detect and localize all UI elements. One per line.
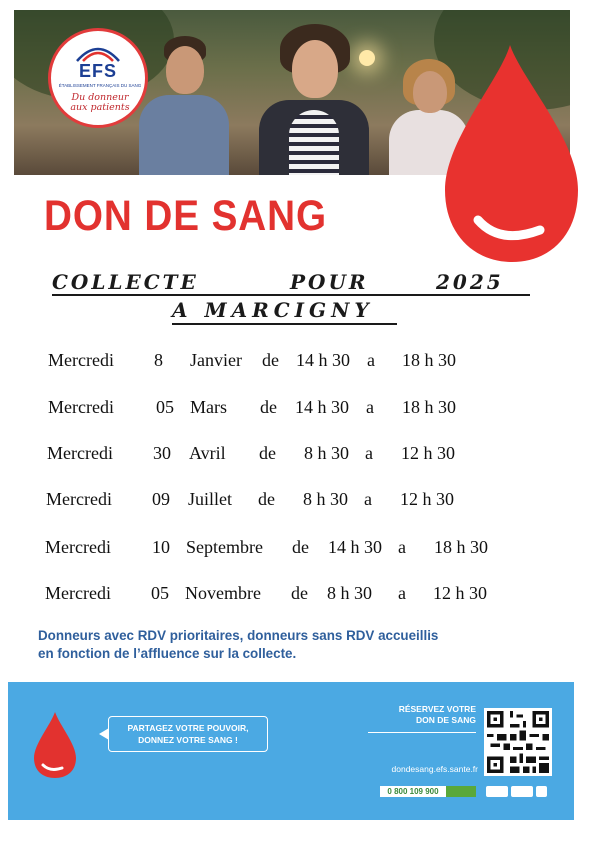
row-day: Mercredi: [47, 443, 113, 463]
notice-line-1: Donneurs avec RDV prioritaires, donneurs sans RDV accueillis: [38, 628, 439, 643]
efs-logo: [48, 28, 148, 128]
row-from: de: [260, 397, 277, 417]
row-start: 8 h 30: [304, 443, 349, 463]
row-to: a: [364, 489, 372, 509]
slogan-bubble: [108, 716, 268, 752]
row-day: Mercredi: [48, 350, 114, 370]
row-end: 18 h 30: [402, 350, 456, 370]
row-date: 05: [151, 583, 169, 603]
collecte-word-1: COLLECTE: [52, 270, 199, 294]
row-start: 14 h 30: [296, 350, 350, 370]
page-title: DON DE SANG: [44, 192, 327, 240]
reserve-text: [386, 704, 476, 726]
row-date: 09: [152, 489, 170, 509]
efs-arcs-icon: [73, 41, 123, 63]
footer-band: [8, 682, 574, 820]
row-from: de: [292, 537, 309, 557]
collecte-place: A MARCIGNY: [172, 298, 397, 325]
row-month: Novembre: [185, 583, 261, 603]
row-date: 30: [153, 443, 171, 463]
row-month: Mars: [190, 397, 227, 417]
row-end: 12 h 30: [400, 489, 454, 509]
bubble-line-2: DONNEZ VOTRE SANG !: [138, 735, 238, 745]
row-date: 8: [154, 350, 163, 370]
row-to: a: [367, 350, 375, 370]
row-start: 8 h 30: [327, 583, 372, 603]
notice-line-2: en fonction de l’affluence sur la collecte.: [38, 646, 297, 661]
row-day: Mercredi: [45, 537, 111, 557]
row-to: a: [365, 443, 373, 463]
row-date: 10: [152, 537, 170, 557]
rdv-notice: [38, 627, 548, 663]
qr-code[interactable]: [484, 708, 552, 776]
bubble-line-1: PARTAGEZ VOTRE POUVOIR,: [127, 723, 249, 733]
app-store-icon[interactable]: [486, 786, 508, 797]
row-month: Juillet: [188, 489, 232, 509]
reserve-line-2: DON DE SANG: [416, 715, 476, 725]
row-day: Mercredi: [45, 583, 111, 603]
logo-acronym: EFS: [78, 61, 117, 81]
row-end: 12 h 30: [433, 583, 487, 603]
row-from: de: [291, 583, 308, 603]
blood-drop-icon: [32, 710, 78, 780]
collecte-heading: [52, 270, 530, 296]
row-month: Avril: [189, 443, 226, 463]
logo-full-name: ÉTABLISSEMENT FRANÇAIS DU SANG: [58, 83, 142, 88]
collecte-word-3: 2025: [436, 270, 504, 294]
reserve-line-1: RÉSERVEZ VOTRE: [398, 704, 476, 714]
divider: [368, 732, 476, 733]
row-month: Septembre: [186, 537, 263, 557]
slogan-line-1: Du donneur: [71, 92, 129, 103]
row-to: a: [398, 537, 406, 557]
phone-number[interactable]: 0 800 109 900: [380, 786, 446, 797]
accessibility-icon: [536, 786, 547, 797]
row-month: Janvier: [190, 350, 242, 370]
google-play-icon[interactable]: [511, 786, 533, 797]
row-day: Mercredi: [48, 397, 114, 417]
row-start: 14 h 30: [328, 537, 382, 557]
blood-drop-icon: [440, 40, 580, 265]
row-start: 8 h 30: [303, 489, 348, 509]
phone-free-badge: [446, 786, 476, 797]
row-day: Mercredi: [46, 489, 112, 509]
row-end: 18 h 30: [434, 537, 488, 557]
row-start: 14 h 30: [295, 397, 349, 417]
row-date: 05: [156, 397, 174, 417]
collecte-word-2: POUR: [290, 270, 369, 294]
row-to: a: [366, 397, 374, 417]
logo-slogan: [57, 93, 143, 113]
slogan-line-2: aux patients: [70, 102, 130, 113]
row-end: 12 h 30: [401, 443, 455, 463]
row-to: a: [398, 583, 406, 603]
row-end: 18 h 30: [402, 397, 456, 417]
row-from: de: [259, 443, 276, 463]
row-from: de: [262, 350, 279, 370]
website-link[interactable]: dondesang.efs.sante.fr: [391, 764, 478, 774]
row-from: de: [258, 489, 275, 509]
